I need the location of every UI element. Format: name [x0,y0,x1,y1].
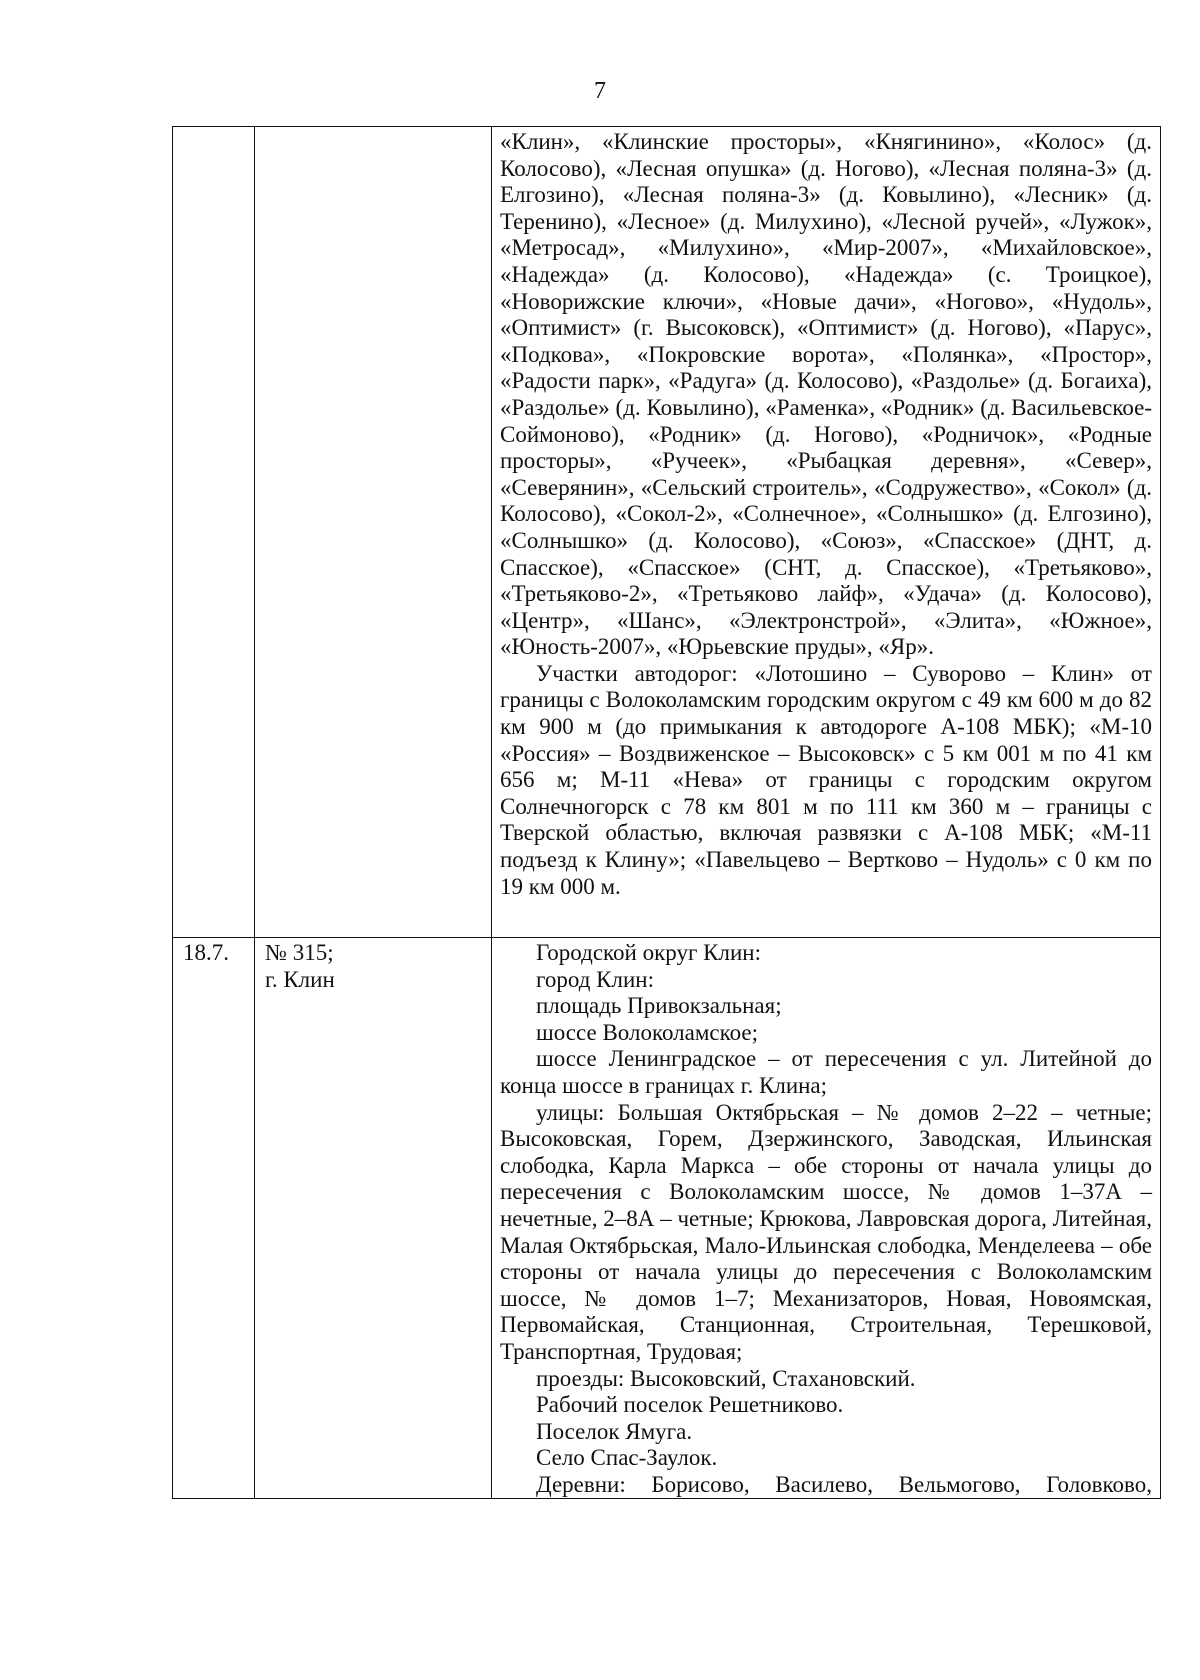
paragraph-villages: Деревни: Борисово, Василево, Вельмогово, Головково, [536,1471,1152,1497]
station-cell [255,127,492,938]
paragraph-district: Городской округ Клин: [536,940,761,965]
paragraph-streets: улицы: Большая Октябрьская – № домов 2–22 – четные; Высоковская, Горем, Дзержинского, Заводская, Ильинская слободка, Карла Маркса – обе стороны от начала улицы до пересечения с Волоколамским шоссе, № домов 1–37А – нечетные, 2–8А – четные; Крюкова, Лавровская дорога, Литейная, Малая Октябрьская, Мало-Ильинская слободка, Менделеева – обе стороны от начала улицы до пересечения с Волоколамским шоссе, № домов 1–7; Механизаторов, Новая, Новоямская, Первомайская, Станционная, Строительная, Терешковой, Транспортная, Трудовая; [500,1099,1152,1364]
paragraph-snt-list: «Клин», «Клинские просторы», «Княгинино», «Колос» (д. Колосово), «Лесная опушка» (д. Ногово), «Лесная поляна-3» (д. Елгозино), «Лесная поляна-3» (д. Ковылино), «Лесник» (д. Теренино), «Лесное» (д. Милухино), «Лесной ручей», «Лужок», «Метросад», «Милухино», «Мир-2007», «Михайловское», «Надежда» (д. Колосово), «Надежда» (с. Троицкое), «Новорижские ключи», «Новые дачи», «Ногово», «Нудоль», «Оптимист» (г. Высоковск), «Оптимист» (д. Ногово), «Парус», «Подкова», «Покровские ворота», «Полянка», «Простор», «Радости парк», «Радуга» (д. Колосово), «Раздолье» (д. Богаиха), «Раздолье» (д. Ковылино), «Раменка», «Родник» (д. Васильевское-Соймоново), «Родник» (д. Ногово), «Родничок», «Родные просторы», «Ручеек», «Рыбацкая деревня», «Север», «Северянин», «Сельский строитель», «Содружество», «Сокол» (д. Колосово), «Сокол-2», «Солнечное», «Солнышко» (д. Елгозино), «Солнышко» (д. Колосово), «Союз», «Спасское» (ДНТ, д. Спасское), «Спасское» (СНТ, д. Спасское), «Третьяково», «Третьяково-2», «Третьяково лайф», «Удача» (д. Колосово), «Центр», «Шанс», «Электронстрой», «Элита», «Южное», «Юность-2007», «Юрьевские пруды», «Яр». [500,129,1152,660]
paragraph-highway-volokolamskoe: шоссе Волоколамское; [536,1019,758,1045]
page-number: 7 [594,78,606,104]
paragraph-yamuga: Поселок Ямуга. [536,1418,693,1444]
paragraph-spas-zaulok: Село Спас-Заулок. [536,1445,718,1471]
territory-cell [492,938,1161,1499]
paragraph-city: город Клин: [536,966,654,992]
row-number-cell: 18.7. [173,938,255,1499]
paragraph-roads: Участки автодорог: «Лотошино – Суворово – Клин» от границы с Волоколамским городским округом с 49 км 600 м до 82 км 900 м (до примыкания к автодороге А-108 МБК); «М-10 «Россия» – Воздвиженское – Высоковск» с 5 км 001 м по 41 км 656 м; М-11 «Нева» от границы с городским округом Солнечногорск с 78 км 801 м по 111 км 360 м – границы с Тверской областью, включая развязки с А-108 МБК; «М-11 подъезд к Клину»; «Павельцево – Вертково – Нудоль» с 0 км по 19 км 000 м. [500,660,1152,899]
document-table [172,126,1161,1499]
paragraph-highway-leningradskoe: шоссе Ленинградское – от пересечения с ул. Литейной до конца шоссе в границах г. Клина; [500,1046,1152,1098]
station-city: г. Клин [265,966,335,992]
paragraph-square: площадь Привокзальная; [536,993,782,1019]
table-row [173,938,1161,1499]
row-number-cell [173,127,255,938]
table-row [173,127,1161,938]
station-number: № 315; [265,940,334,965]
territory-cell [492,127,1161,938]
station-cell [255,938,492,1499]
paragraph-passages: проезды: Высоковский, Стахановский. [536,1365,916,1391]
paragraph-reshetnikovo: Рабочий поселок Решетниково. [536,1392,844,1418]
